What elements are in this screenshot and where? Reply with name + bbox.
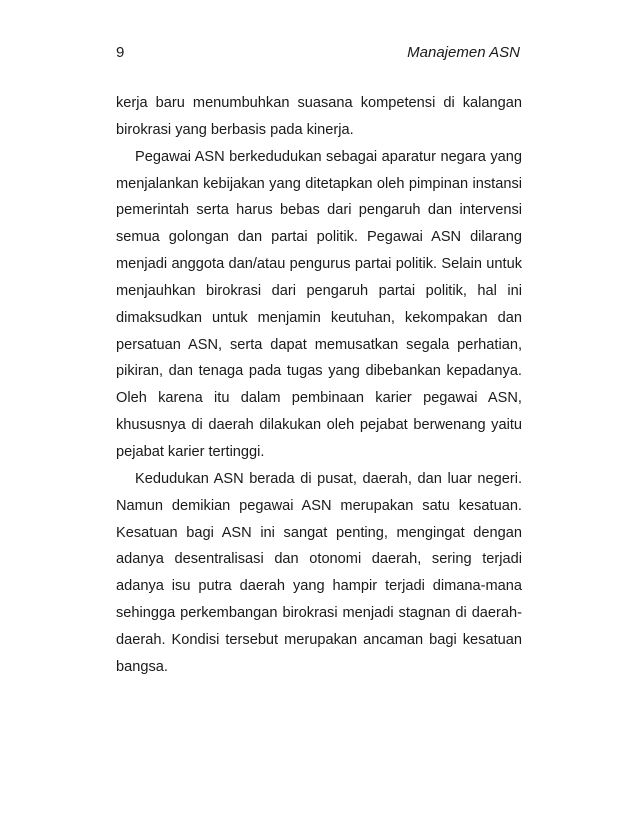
page-number: 9 <box>116 44 125 61</box>
paragraph-kedudukan-asn: Kedudukan ASN berada di pusat, daerah, dan luar negeri. Namun demikian pegawai ASN merupakan satu kesatuan. Kesatuan bagi ASN ini sangat penting, mengingat dengan adanya desentralisasi dan otonomi daerah, sering terjadi adanya isu putra daerah yang hampir terjadi dimana-mana sehingga perkembangan birokrasi menjadi stagnan di daerah-daerah. Kondisi tersebut merupakan ancaman bagi kesatuan bangsa. <box>116 470 522 675</box>
running-title: Manajemen ASN <box>407 44 520 61</box>
paragraph-continuation: kerja baru menumbuhkan suasana kompetensi di kalangan birokrasi yang berbasis pada kinerja. <box>116 95 522 138</box>
page-header <box>116 44 520 66</box>
paragraph-pegawai-asn-kedudukan: Pegawai ASN berkedudukan sebagai aparatur negara yang menjalankan kebijakan yang ditetapkan oleh pimpinan instansi pemerintah serta harus bebas dari pengaruh dan intervensi semua golongan dan partai politik. Pegawai ASN dilarang menjadi anggota dan/atau pengurus partai politik. Selain untuk menjauhkan birokrasi dari pengaruh partai politik, hal ini dimaksudkan untuk menjamin keutuhan, kekompakan dan persatuan ASN, serta dapat memusatkan segala perhatian, pikiran, dan tenaga pada tugas yang dibebankan kepadanya. Oleh karena itu dalam pembinaan karier pegawai ASN, khususnya di daerah dilakukan oleh pejabat berwenang yaitu pejabat karier tertinggi. <box>116 148 522 460</box>
body-text <box>116 90 522 681</box>
